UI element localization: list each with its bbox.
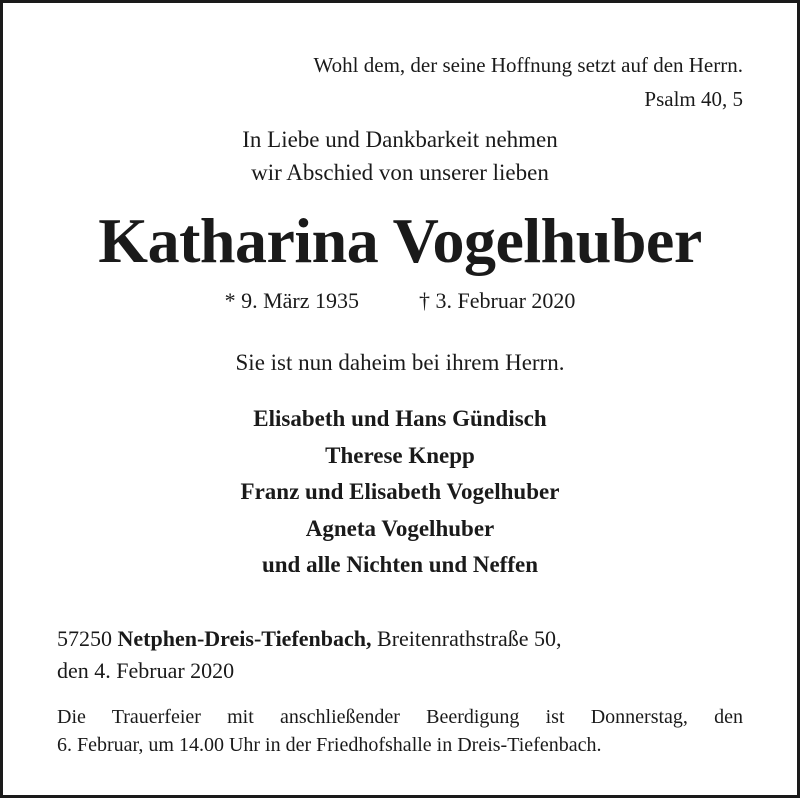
street: Breitenrathstraße 50, (377, 626, 562, 651)
funeral-line-2: 6. Februar, um 14.00 Uhr in der Friedhofshalle in Dreis-Tiefenbach. (57, 734, 602, 756)
intro-text (3, 123, 797, 189)
quote-text: Wohl dem, der seine Hoffnung setzt auf den Herrn. (313, 53, 743, 77)
faith-verse: Sie ist nun daheim bei ihrem Herrn. (235, 350, 565, 375)
death-date: † 3. Februar 2020 (419, 288, 576, 313)
intro-line-2: wir Abschied von unserer lieben (251, 160, 549, 185)
mourners-list (3, 401, 797, 584)
mourner-item: und alle Nichten und Neffen (261, 552, 539, 578)
town: Netphen-Dreis-Tiefenbach, (117, 626, 372, 651)
postcode: 57250 (57, 626, 112, 651)
mourner-item: Agneta Vogelhuber (305, 515, 495, 541)
mourner-item: Elisabeth und Hans Gündisch (253, 406, 547, 431)
mourner-item: Therese Knepp (325, 442, 475, 468)
quote-source: Psalm 40, 5 (644, 87, 743, 111)
notice-date: den 4. Februar 2020 (57, 658, 235, 683)
mourner-item: Franz und Elisabeth Vogelhuber (240, 479, 560, 505)
funeral-info (57, 703, 743, 759)
birth-date: * 9. März 1935 (224, 288, 359, 313)
life-dates (3, 286, 797, 316)
deceased-name: Katharina Vogelhuber (98, 205, 702, 276)
bible-quote (314, 48, 743, 116)
funeral-line-1: Die Trauerfeier mit anschließender Beerdigung ist Donnerstag, den (57, 706, 743, 728)
address-line (57, 623, 562, 655)
intro-line-1: In Liebe und Dankbarkeit nehmen (242, 127, 558, 152)
address-block (57, 623, 562, 687)
